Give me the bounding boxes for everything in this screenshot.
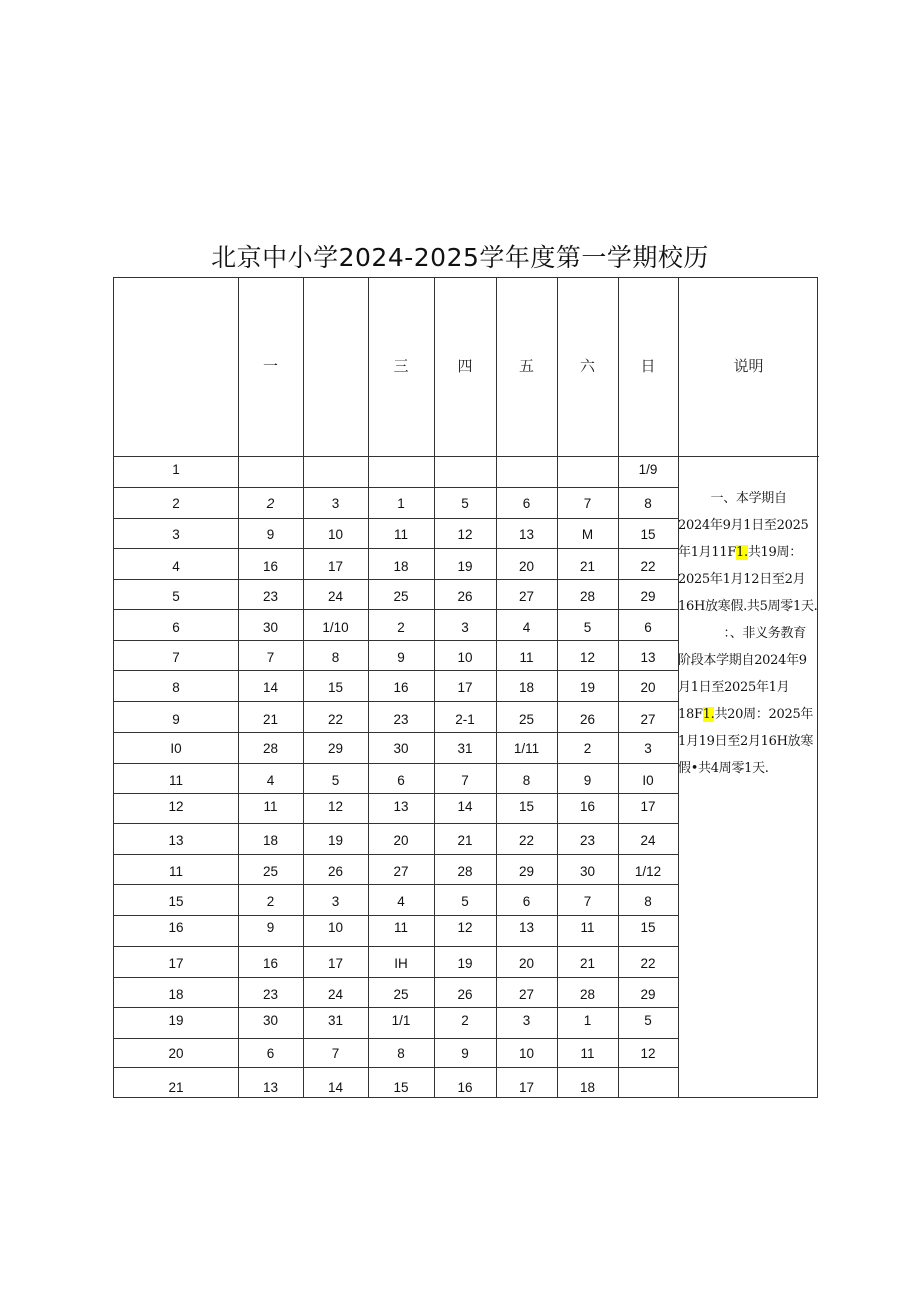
week-number: 3 bbox=[172, 527, 180, 542]
day-cell: 18 bbox=[262, 833, 279, 848]
grid-hline bbox=[114, 977, 678, 978]
day-cell: 12 bbox=[457, 920, 473, 935]
day-cell: 8 bbox=[644, 894, 652, 909]
day-cell: 3 bbox=[331, 894, 340, 909]
day-cell: 24 bbox=[327, 987, 344, 1002]
grid-hline bbox=[114, 1007, 678, 1008]
day-cell: 1/12 bbox=[634, 864, 662, 879]
day-cell: 29 bbox=[640, 987, 656, 1002]
day-cell: 5 bbox=[461, 496, 469, 511]
day-cell: 22 bbox=[640, 559, 656, 574]
day-cell: 19 bbox=[579, 680, 596, 695]
day-cell: 9 bbox=[266, 920, 275, 935]
week-number: 11 bbox=[168, 773, 183, 788]
day-cell: 26 bbox=[457, 589, 473, 604]
day-cell: 23 bbox=[579, 833, 596, 848]
day-cell: 4 bbox=[266, 773, 275, 788]
week-number: 9 bbox=[172, 712, 180, 727]
day-cell: 29 bbox=[327, 741, 344, 756]
day-cell: 16 bbox=[393, 680, 409, 695]
day-cell: 29 bbox=[518, 864, 535, 879]
day-cell: 17 bbox=[327, 559, 344, 574]
grid-hline bbox=[114, 884, 678, 885]
day-cell: 10 bbox=[327, 527, 344, 542]
week-number: 16 bbox=[168, 920, 184, 935]
day-cell: 11 bbox=[519, 650, 534, 665]
week-number: 7 bbox=[172, 650, 180, 665]
day-cell: 28 bbox=[579, 987, 596, 1002]
day-cell: IH bbox=[394, 956, 408, 971]
day-cell: 3 bbox=[461, 620, 469, 635]
day-cell: 5 bbox=[583, 620, 592, 635]
day-cell: 21 bbox=[579, 559, 596, 574]
day-cell: 9 bbox=[583, 773, 592, 788]
grid-hline bbox=[114, 1067, 678, 1068]
grid-hline bbox=[114, 609, 678, 610]
week-number: 20 bbox=[168, 1046, 184, 1061]
week-number: 2 bbox=[172, 496, 180, 511]
grid-hline bbox=[114, 763, 678, 764]
day-cell: 10 bbox=[518, 1046, 535, 1061]
day-cell: 15 bbox=[393, 1080, 409, 1095]
day-cell: 25 bbox=[262, 864, 279, 879]
day-cell: 10 bbox=[327, 920, 344, 935]
grid-hline bbox=[114, 456, 819, 457]
day-cell: 30 bbox=[262, 620, 279, 635]
week-number: 6 bbox=[172, 620, 180, 635]
day-cell: 1 bbox=[583, 1013, 592, 1028]
header-wed: 三 bbox=[393, 357, 409, 375]
day-cell: 17 bbox=[457, 680, 473, 695]
week-number: 18 bbox=[168, 987, 184, 1002]
day-cell: 30 bbox=[579, 864, 596, 879]
week-number: 21 bbox=[168, 1080, 184, 1095]
day-cell: 16 bbox=[262, 559, 279, 574]
day-cell: 16 bbox=[457, 1080, 473, 1095]
day-cell: 19 bbox=[327, 833, 344, 848]
day-cell: 6 bbox=[266, 1046, 275, 1061]
day-cell: 20 bbox=[393, 833, 409, 848]
week-number: 5 bbox=[172, 589, 180, 604]
day-cell: 31 bbox=[327, 1013, 344, 1028]
day-cell: 27 bbox=[640, 712, 656, 727]
day-cell: 21 bbox=[262, 712, 279, 727]
day-cell: 18 bbox=[579, 1080, 596, 1095]
day-cell: 17 bbox=[518, 1080, 535, 1095]
note-2-highlight: 1. bbox=[702, 707, 715, 722]
grid-hline bbox=[114, 518, 678, 519]
day-cell: 13 bbox=[518, 527, 535, 542]
day-cell: 30 bbox=[262, 1013, 279, 1028]
day-cell: 11 bbox=[580, 1046, 595, 1061]
day-cell: 21 bbox=[457, 833, 473, 848]
day-cell: 25 bbox=[393, 589, 409, 604]
note-1-text-a: 一、本学期自2024年9月1日至2025年1月11F bbox=[678, 491, 809, 560]
header-mon: 一 bbox=[262, 357, 278, 375]
note-2-text-a: ：、非义务教育阶段本学期自2024年9月1日至2025年1月18F bbox=[678, 626, 807, 722]
grid-hline bbox=[114, 640, 678, 641]
day-cell: 19 bbox=[457, 956, 473, 971]
day-cell: 13 bbox=[393, 799, 409, 814]
week-number: 17 bbox=[168, 956, 184, 971]
day-cell: 17 bbox=[327, 956, 344, 971]
day-cell: 14 bbox=[327, 1080, 344, 1095]
day-cell: M bbox=[581, 527, 594, 542]
day-cell: 15 bbox=[640, 920, 656, 935]
day-cell: 4 bbox=[522, 620, 531, 635]
day-cell: 27 bbox=[518, 987, 535, 1002]
grid-hline bbox=[114, 793, 678, 794]
day-cell: 25 bbox=[518, 712, 535, 727]
day-cell: 11 bbox=[580, 920, 595, 935]
day-cell: 12 bbox=[327, 799, 344, 814]
day-cell: 23 bbox=[262, 589, 279, 604]
day-cell: 22 bbox=[518, 833, 535, 848]
day-cell: 19 bbox=[457, 559, 473, 574]
day-cell: 1/10 bbox=[322, 620, 349, 635]
day-cell: 7 bbox=[583, 496, 592, 511]
day-cell: 2 bbox=[266, 894, 275, 909]
note-1-highlight: 1. bbox=[736, 545, 748, 560]
day-cell: 3 bbox=[331, 496, 340, 511]
day-cell: 16 bbox=[262, 956, 279, 971]
day-cell: 24 bbox=[327, 589, 344, 604]
day-cell: 15 bbox=[327, 680, 344, 695]
header-fri: 五 bbox=[518, 357, 534, 375]
day-cell: 2 bbox=[461, 1013, 469, 1028]
day-cell: 2-1 bbox=[455, 712, 475, 727]
day-cell: 7 bbox=[461, 773, 469, 788]
day-cell: 12 bbox=[457, 527, 473, 542]
day-cell: 1/1 bbox=[391, 1013, 411, 1028]
day-cell: 1 bbox=[397, 496, 405, 511]
day-cell: 25 bbox=[393, 987, 409, 1002]
day-cell: 28 bbox=[262, 741, 279, 756]
day-cell: 18 bbox=[393, 559, 409, 574]
header-sat: 六 bbox=[579, 357, 595, 375]
day-cell: 14 bbox=[457, 799, 473, 814]
day-cell: 5 bbox=[461, 894, 469, 909]
week-number: 8 bbox=[172, 680, 180, 695]
day-cell: 29 bbox=[640, 589, 656, 604]
day-cell: 26 bbox=[457, 987, 473, 1002]
week-number: 12 bbox=[168, 799, 184, 814]
note-paragraph-2 bbox=[678, 620, 818, 782]
day-cell: 26 bbox=[579, 712, 596, 727]
day-cell: 30 bbox=[393, 741, 409, 756]
grid-hline bbox=[114, 732, 678, 733]
day-cell: 16 bbox=[579, 799, 596, 814]
day-cell: 6 bbox=[644, 620, 652, 635]
grid-hline bbox=[114, 823, 678, 824]
day-cell: 3 bbox=[644, 741, 652, 756]
day-cell: 21 bbox=[579, 956, 596, 971]
header-sun: 日 bbox=[640, 357, 656, 375]
day-cell: 4 bbox=[397, 894, 405, 909]
week-number: 11 bbox=[168, 864, 183, 879]
day-cell: 28 bbox=[457, 864, 473, 879]
day-cell: 5 bbox=[644, 1013, 652, 1028]
note-2-text-b: 共20周：2025年1月19日至2月16H放寒假•共4周零1天. bbox=[678, 707, 814, 776]
day-cell: 20 bbox=[518, 559, 535, 574]
week-number: 13 bbox=[168, 833, 184, 848]
day-cell: 2 bbox=[397, 620, 405, 635]
grid-hline bbox=[114, 854, 678, 855]
grid-hline bbox=[114, 701, 678, 702]
day-cell: 27 bbox=[518, 589, 535, 604]
day-cell: 11 bbox=[393, 920, 408, 935]
grid-hline bbox=[114, 579, 678, 580]
day-cell: 14 bbox=[262, 680, 279, 695]
day-cell: 15 bbox=[518, 799, 535, 814]
day-cell: 13 bbox=[640, 650, 656, 665]
day-cell: 1/9 bbox=[638, 462, 658, 477]
grid-hline bbox=[114, 946, 678, 947]
day-cell: 9 bbox=[266, 527, 275, 542]
day-cell: 12 bbox=[579, 650, 596, 665]
day-cell: 6 bbox=[522, 894, 531, 909]
notes-panel bbox=[678, 485, 818, 782]
day-cell: 13 bbox=[262, 1080, 279, 1095]
day-cell: 22 bbox=[327, 712, 344, 727]
day-cell: 8 bbox=[331, 650, 340, 665]
day-cell: 13 bbox=[518, 920, 535, 935]
grid-hline bbox=[114, 548, 678, 549]
day-cell: 22 bbox=[640, 956, 656, 971]
day-cell: 26 bbox=[327, 864, 344, 879]
day-cell: 9 bbox=[461, 1046, 469, 1061]
day-cell: 15 bbox=[640, 527, 656, 542]
week-number: 19 bbox=[168, 1013, 184, 1028]
day-cell: 20 bbox=[518, 956, 535, 971]
day-cell: 5 bbox=[331, 773, 340, 788]
day-cell: 7 bbox=[331, 1046, 340, 1061]
day-cell: 28 bbox=[579, 589, 596, 604]
day-cell: 11 bbox=[263, 799, 278, 814]
day-cell: 8 bbox=[397, 1046, 405, 1061]
day-cell: 23 bbox=[262, 987, 279, 1002]
day-cell: 7 bbox=[266, 650, 275, 665]
day-cell: 17 bbox=[640, 799, 656, 814]
day-cell: 8 bbox=[522, 773, 531, 788]
week-number: 1 bbox=[172, 462, 180, 477]
day-cell: 6 bbox=[397, 773, 405, 788]
day-cell: 24 bbox=[640, 833, 656, 848]
day-cell: 2 bbox=[266, 496, 275, 511]
week-number: 4 bbox=[172, 559, 180, 574]
day-cell: 2 bbox=[583, 741, 592, 756]
day-cell: 8 bbox=[644, 496, 652, 511]
day-cell: 1/11 bbox=[513, 741, 540, 756]
week-number: I0 bbox=[170, 741, 182, 756]
note-1-text-b: 共19周：2025年1月12日至2月16H放寒假.共5周零1天. bbox=[678, 545, 818, 614]
day-cell: 6 bbox=[522, 496, 531, 511]
day-cell: 7 bbox=[583, 894, 592, 909]
week-number: 15 bbox=[168, 894, 184, 909]
grid-hline bbox=[114, 915, 678, 916]
day-cell: 3 bbox=[522, 1013, 531, 1028]
grid-hline bbox=[114, 1038, 678, 1039]
day-cell: 11 bbox=[393, 527, 408, 542]
day-cell: 27 bbox=[393, 864, 409, 879]
header-notes: 说明 bbox=[733, 357, 764, 375]
day-cell: 18 bbox=[518, 680, 535, 695]
grid-hline bbox=[114, 670, 678, 671]
note-paragraph-1 bbox=[678, 485, 818, 620]
page-title: 北京中小学2024-2025学年度第一学期校历 bbox=[211, 243, 709, 272]
day-cell: I0 bbox=[642, 773, 654, 788]
day-cell: 9 bbox=[397, 650, 405, 665]
day-cell: 20 bbox=[640, 680, 656, 695]
day-cell: 31 bbox=[457, 741, 473, 756]
grid-hline bbox=[114, 487, 678, 488]
day-cell: 12 bbox=[640, 1046, 656, 1061]
header-thu: 四 bbox=[457, 357, 473, 375]
day-cell: 23 bbox=[393, 712, 409, 727]
day-cell: 10 bbox=[457, 650, 473, 665]
